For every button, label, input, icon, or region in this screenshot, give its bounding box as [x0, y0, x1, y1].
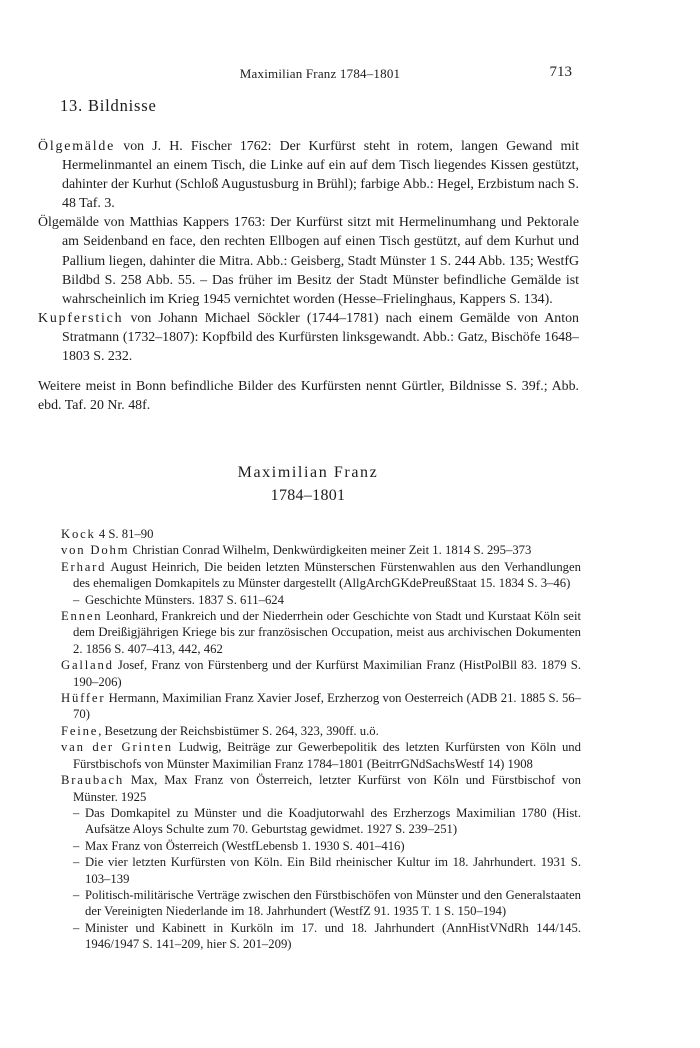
author-name: Braubach — [61, 773, 125, 788]
author-name: Erhard — [61, 559, 107, 574]
ditto-dash: – — [73, 838, 80, 853]
author-name: van der Grinten — [61, 740, 173, 755]
citation-text: Christian Conrad Wilhelm, Denkwürdigkeiten meiner Zeit 1. 1814 S. 295–373 — [129, 543, 532, 558]
citation-text: Ludwig, Beiträge zur Gewerbepolitik des letzten Kurfürsten von Köln und Fürstbischofs von Münster Maximilian Franz 1784–1801 (BeitrrGNdSachsWestf 14) 1908 — [73, 740, 581, 771]
citation-text: Hermann, Maximilian Franz Xavier Josef, Erzherzog von Oesterreich (ADB 21. 1885 S. 56–70) — [73, 691, 581, 722]
page-number: 713 — [549, 64, 572, 80]
citation-text: Josef, Franz von Fürstenberg und der Kurfürst Maximilian Franz (HistPolBll 83. 1879 S. 190–206) — [73, 658, 581, 689]
bibliography-item — [61, 690, 581, 723]
entry-text: Ölgemälde von Matthias Kappers 1763: Der Kurfürst sitzt mit Hermelinumhang und Pektorale am Seidenband en face, den rechten Ellbogen auf einen Tisch gestützt, auf dem Kurhut und Pallium liegen, dahinter die Mitra. Abb.: Geisberg, Stadt Münster 1 S. 244 Abb. 135; WestfG Bildbd S. 258 Abb. 55. – Das früher im Besitz der Stadt Münster befindliche Gemälde ist wahrscheinlich im Krieg 1945 vernichtet worden (Hesse–Frielinghaus, Kappers S. 134). — [38, 215, 579, 307]
bibliography-item — [61, 542, 581, 558]
ditto-dash: – — [73, 855, 80, 870]
section-heading: 13. Bildnisse — [60, 96, 157, 115]
bibliography-item — [61, 920, 581, 953]
citation-text: Leonhard, Frankreich und der Niederrhein oder Geschichte von Stadt und Kurstaat Köln seit dem Dreißigjährigen Kriege bis zur französischen Occupation, meist aus archivischen Dokumenten 2. 1856 S. 407–413, 442, 462 — [73, 609, 581, 656]
portrait-entries — [38, 137, 579, 366]
citation-text: Politisch-militärische Verträge zwischen den Fürstbischöfen von Münster und den Generalstaaten der Vereinigten Niederlande im 18. Jahrhundert (WestfZ 91. 1935 T. 1 S. 150–194) — [85, 887, 581, 919]
running-head — [0, 64, 700, 84]
citation-text: Das Domkapitel zu Münster und die Koadjutorwahl des Erzherzogs Maximilian 1780 (Hist. Aufsätze Aloys Schulte zum 70. Geburtstag gewidmet. 1927 S. 239–251) — [85, 805, 581, 837]
biography-name: Maximilian Franz — [237, 464, 379, 481]
ditto-dash: – — [73, 805, 80, 820]
citation-text: Minister und Kabinett in Kurköln im 17. und 18. Jahrhundert (AnnHistVNdRh 144/145. 1946/1947 S. 141–209, hier S. 201–209) — [85, 920, 581, 952]
entry-text: von J. H. Fischer 1762: Der Kurfürst steht in rotem, langen Gewand mit Hermelinmantel an einem Tisch, die Linke auf ein auf dem Tisch liegendes Kissen gestützt, dahinter der Kurhut (Schloß Augustusburg in Brühl); farbige Abb.: Hegel, Erzbistum nach S. 48 Taf. 3. — [62, 139, 579, 212]
entry-lead: Ölgemälde — [38, 139, 116, 154]
author-name: Kock — [61, 527, 96, 541]
portrait-entry — [38, 137, 579, 213]
bibliography-item — [61, 723, 581, 739]
ditto-dash: – — [73, 920, 80, 935]
citation-text: Max Franz von Österreich (WestfLebensb 1. 1930 S. 401–416) — [85, 838, 405, 853]
portrait-entry — [38, 213, 579, 308]
bibliography-item — [61, 592, 581, 608]
bibliography-item — [61, 838, 581, 854]
running-title: Maximilian Franz 1784–1801 — [239, 66, 401, 81]
entry-text: von Johann Michael Söckler (1744–1781) nach einem Gemälde von Anton Stratmann (1732–1807): Kopfbild des Kurfürsten linksgewandt. Abb.: Gatz, Bischöfe 1648–1803 S. 232. — [62, 310, 579, 365]
bibliography-list — [61, 526, 581, 953]
ditto-dash: – — [73, 887, 80, 902]
citation-text: Die vier letzten Kurfürsten von Köln. Ein Bild rheinischer Kultur im 18. Jahrhundert. 1931 S. 103–139 — [85, 855, 581, 886]
author-name: von Dohm — [61, 543, 130, 558]
note-paragraph: Weitere meist in Bonn befindliche Bilder des Kurfürsten nennt Gürtler, Bildnisse S. 39f.; Abb. ebd. Taf. 20 Nr. 48f. — [38, 379, 579, 414]
author-name: Ennen — [61, 609, 103, 624]
bibliography-item — [61, 854, 581, 887]
bibliography-item — [61, 739, 581, 772]
bibliography-item — [61, 805, 581, 838]
citation-text: Geschichte Münsters. 1837 S. 611–624 — [85, 592, 284, 607]
author-name: Feine — [61, 723, 99, 738]
biography-years: 1784–1801 — [270, 487, 346, 504]
portrait-entry — [38, 309, 579, 366]
ditto-dash: – — [73, 592, 80, 607]
bibliography-item — [61, 657, 581, 690]
citation-text: 4 S. 81–90 — [95, 527, 154, 541]
bibliography-item — [61, 772, 581, 805]
bibliography-item — [61, 559, 581, 592]
author-name: Galland — [61, 658, 114, 673]
bibliography-item — [61, 887, 581, 920]
citation-text: August Heinrich, Die beiden letzten Münsterschen Fürstenwahlen aus den Verhandlungen des ehemaligen Domkapitels zu Münster dargestellt (AllgArchGKdePreußStaat 15. 1834 S. 3–46) — [73, 559, 581, 591]
citation-text: Max, Max Franz von Österreich, letzter Kurfürst von Köln und Fürstbischof von Münster. 1925 — [73, 773, 581, 804]
author-name: Hüffer — [61, 691, 106, 706]
bibliography-item — [61, 526, 581, 542]
citation-text: , Besetzung der Reichsbistümer S. 264, 323, 390ff. u.ö. — [98, 723, 379, 738]
entry-lead: Kupferstich — [38, 310, 124, 326]
bibliography-item — [61, 608, 581, 657]
